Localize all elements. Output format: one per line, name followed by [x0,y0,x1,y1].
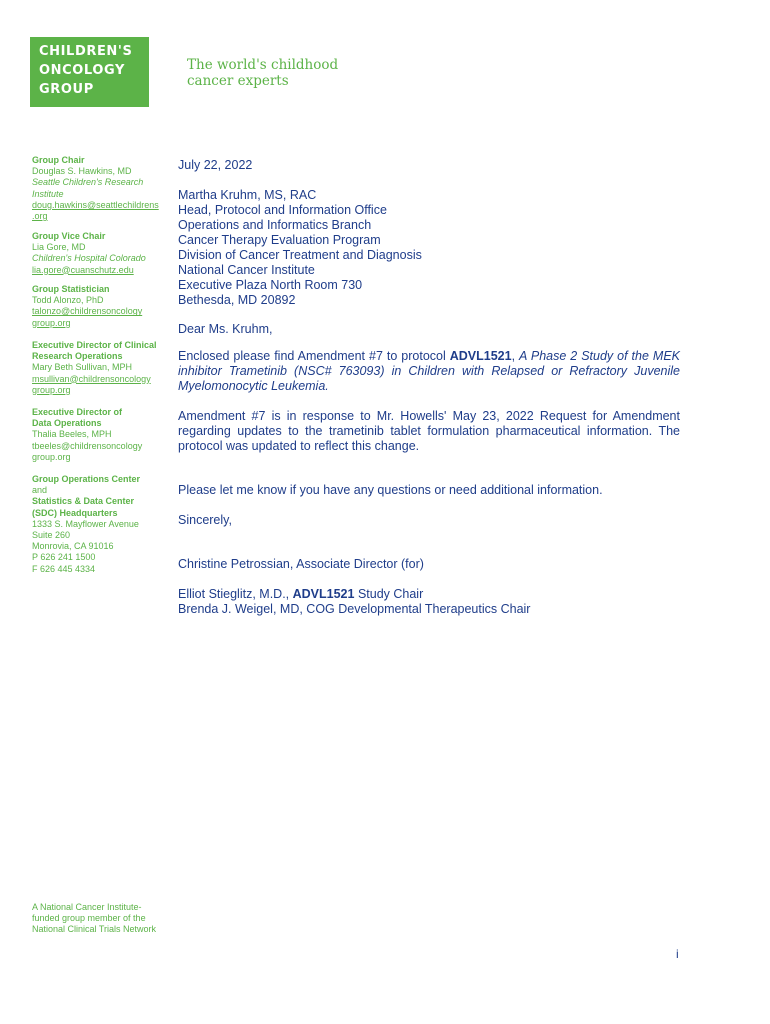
address-line: National Cancer Institute [178,263,315,277]
sidebar-vice-chair [32,231,172,276]
center-title-3: (SDC) Headquarters [32,507,118,518]
sidebar-clinical-research-ops [32,340,172,396]
center-title-1: Group Operations Center [32,474,141,484]
group-chair-email-2[interactable]: .org [32,211,48,222]
tagline-line-2: cancer experts [187,73,289,89]
do-title-2: Data Operations [32,418,102,429]
study-title: A Phase 2 Study of the MEK inhibitor Trametinib (NSC# 763093) in Children with Relapsed or Refractory Juvenile Myelomonocytic Leukemia. [178,349,680,393]
do-name: Thalia Beeles, MPH [32,429,112,440]
group-chair-name: Douglas S. Hawkins, MD [32,166,132,177]
vice-chair-name: Lia Gore, MD [32,242,86,253]
sidebar-footer [32,902,172,936]
vice-chair-title: Group Vice Chair [32,231,106,241]
address-line: Cancer Therapy Evaluation Program [178,233,381,247]
center-and: and [32,485,48,496]
do-email-2: group.org [32,451,71,462]
cc1-protocol: ADVL1521 [292,587,355,601]
group-chair-org-2: Institute [32,188,64,199]
cro-email-2[interactable]: group.org [32,384,71,395]
address-line: Executive Plaza North Room 730 [178,278,363,292]
footer-line-2: funded group member of the [32,913,146,924]
address-line: Operations and Informatics Branch [178,218,372,232]
cog-logo [30,37,149,107]
cro-title-2: Research Operations [32,351,123,362]
cro-email-1[interactable]: msullivan@childrensoncology [32,373,151,384]
sidebar-operations-center [32,474,172,575]
signer: Christine Petrossian, Associate Director (for) [178,557,424,571]
vice-chair-org: Children's Hospital Colorado [32,253,146,264]
closing: Sincerely, [178,513,232,527]
cc-line-2: Brenda J. Weigel, MD, COG Developmental Therapeutics Chair [178,602,531,616]
address-line: Martha Kruhm, MS, RAC [178,188,317,202]
do-email-1: tbeeles@childrensoncology [32,440,143,451]
center-title-2: Statistics & Data Center [32,496,135,507]
address-line-1: 1333 S. Mayflower Avenue [32,518,139,529]
recipient-address [178,188,680,308]
fax-number: F 626 445 4334 [32,563,96,574]
address-line: Head, Protocol and Information Office [178,203,387,217]
sidebar-group-chair [32,155,172,222]
protocol-number: ADVL1521 [449,349,512,363]
cc1-text-a: Elliot Stieglitz, M.D., [178,587,293,601]
logo-line-2: ONCOLOGY [39,63,125,78]
address-line: Bethesda, MD 20892 [178,293,296,307]
page-number: i [676,947,679,961]
logo-line-1: CHILDREN'S [39,44,133,59]
footer-line-3: National Clinical Trials Network [32,924,157,935]
paragraph-amendment: Amendment #7 is in response to Mr. Howells' May 23, 2022 Request for Amendment regarding updates to the trametinib tablet formulation pharmaceutical information. The protocol was updated to reflect this change. [178,409,680,453]
address-line: Division of Cancer Treatment and Diagnosis [178,248,422,262]
tagline-line-1: The world's childhood [187,57,339,73]
group-chair-email-1[interactable]: doug.hawkins@seattlechildrens [32,199,159,210]
p1-text-a: Enclosed please find Amendment #7 to protocol [178,349,450,363]
footer-line-1: A National Cancer Institute- [32,902,142,912]
paragraph-enclosure [178,349,680,394]
group-chair-org-1: Seattle Children's Research [32,177,144,188]
group-chair-title: Group Chair [32,155,85,165]
paragraph-questions: Please let me know if you have any questions or need additional information. [178,483,603,497]
phone-number: P 626 241 1500 [32,552,96,563]
letter-date: July 22, 2022 [178,158,253,172]
statistician-email-1[interactable]: talonzo@childrensoncology [32,306,143,317]
salutation: Dear Ms. Kruhm, [178,322,273,336]
address-line-2: Suite 260 [32,530,71,541]
do-title-1: Executive Director of [32,407,123,417]
vice-chair-email[interactable]: lia.gore@cuanschutz.edu [32,264,134,275]
cc-line-1 [178,587,680,602]
p1-text-b: , [511,349,520,363]
statistician-email-2[interactable]: group.org [32,317,71,328]
address-line-3: Monrovia, CA 91016 [32,541,114,552]
sidebar-statistician [32,284,172,329]
logo-line-3: GROUP [39,82,94,97]
cc1-text-b: Study Chair [354,587,424,601]
cro-name: Mary Beth Sullivan, MPH [32,362,133,373]
statistician-title: Group Statistician [32,284,110,294]
cro-title-1: Executive Director of Clinical [32,340,157,350]
sidebar-data-ops [32,407,172,463]
statistician-name: Todd Alonzo, PhD [32,295,104,306]
